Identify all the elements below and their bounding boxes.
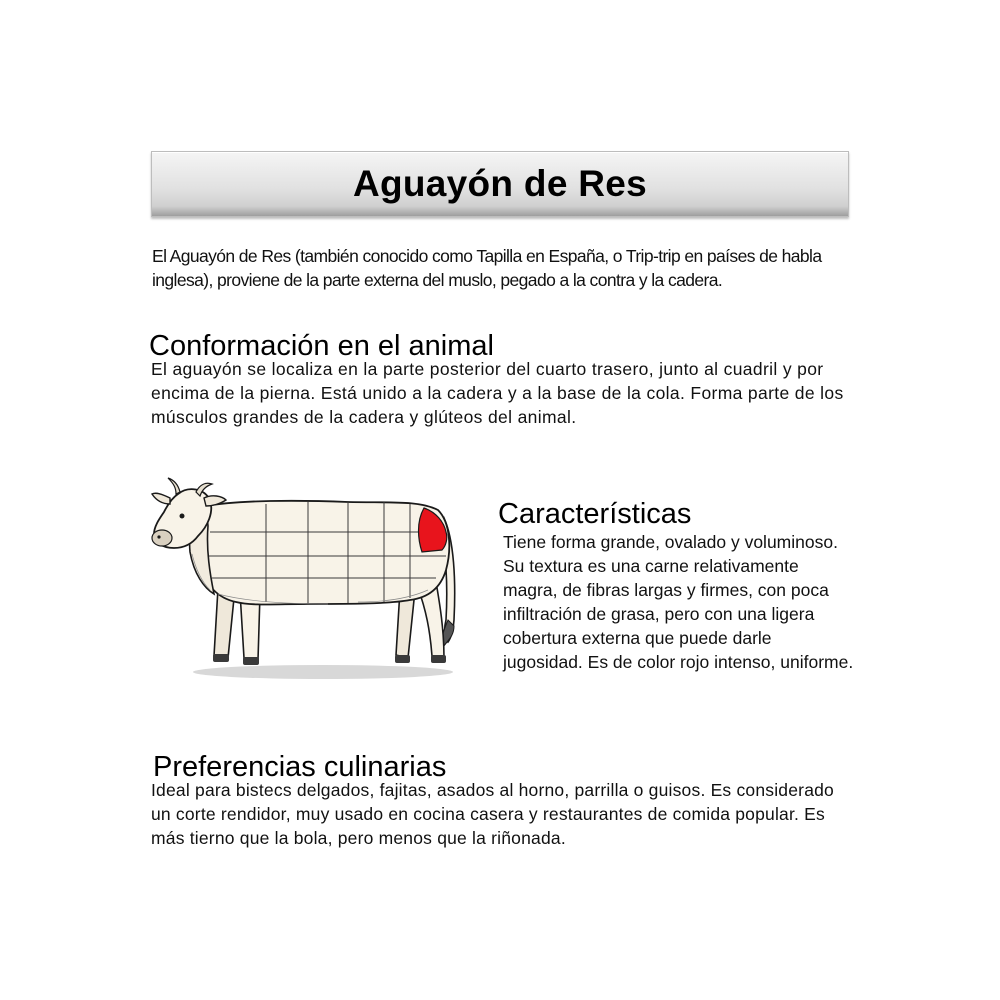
section-body-conformacion: El aguayón se localiza en la parte posterior del cuarto trasero, junto al cuadril y por encima de la pierna. Está unido a la cadera y a la base de la cola. Forma parte de los músculos grandes de la cadera y glúteos del animal. (151, 359, 844, 427)
cow-cut-illustration (148, 470, 463, 685)
hoof (395, 655, 410, 663)
hoof (243, 657, 259, 665)
hoof (431, 655, 446, 663)
section-heading-conformacion: Conformación en el animal (149, 330, 494, 362)
cow-eye (180, 514, 185, 519)
page-title: Aguayón de Res (352, 163, 648, 204)
title-banner (151, 151, 849, 217)
section-heading-preferencias: Preferencias culinarias (153, 751, 447, 783)
section-body-preferencias: Ideal para bistecs delgados, fajitas, asados al horno, parrilla o guisos. Es considerado un corte rendidor, muy usado en cocina casera y restaurantes de comida popular. Es más tierno que la bola, pero menos que la riñonada. (151, 780, 834, 848)
cow-horn (168, 478, 180, 494)
section-body-caracteristicas: Tiene forma grande, ovalado y voluminoso. Su textura es una carne relativamente magra, de fibras largas y firmes, con poca infiltración de grasa, pero con una ligera cobertura externa que puede darle jugosidad. Es de color rojo intenso, uniforme. (503, 532, 854, 672)
cow-muzzle (152, 530, 172, 546)
cow-ear (152, 493, 170, 504)
ground-shadow (193, 665, 453, 679)
hoof (213, 654, 229, 662)
cow-body (199, 501, 449, 605)
section-heading-caracteristicas: Características (498, 498, 692, 530)
intro-paragraph: El Aguayón de Res (también conocido como Tapilla en España, o Trip-trip en países de habla inglesa), proviene de la parte externa del muslo, pegado a la contra y la cadera. (152, 246, 822, 290)
